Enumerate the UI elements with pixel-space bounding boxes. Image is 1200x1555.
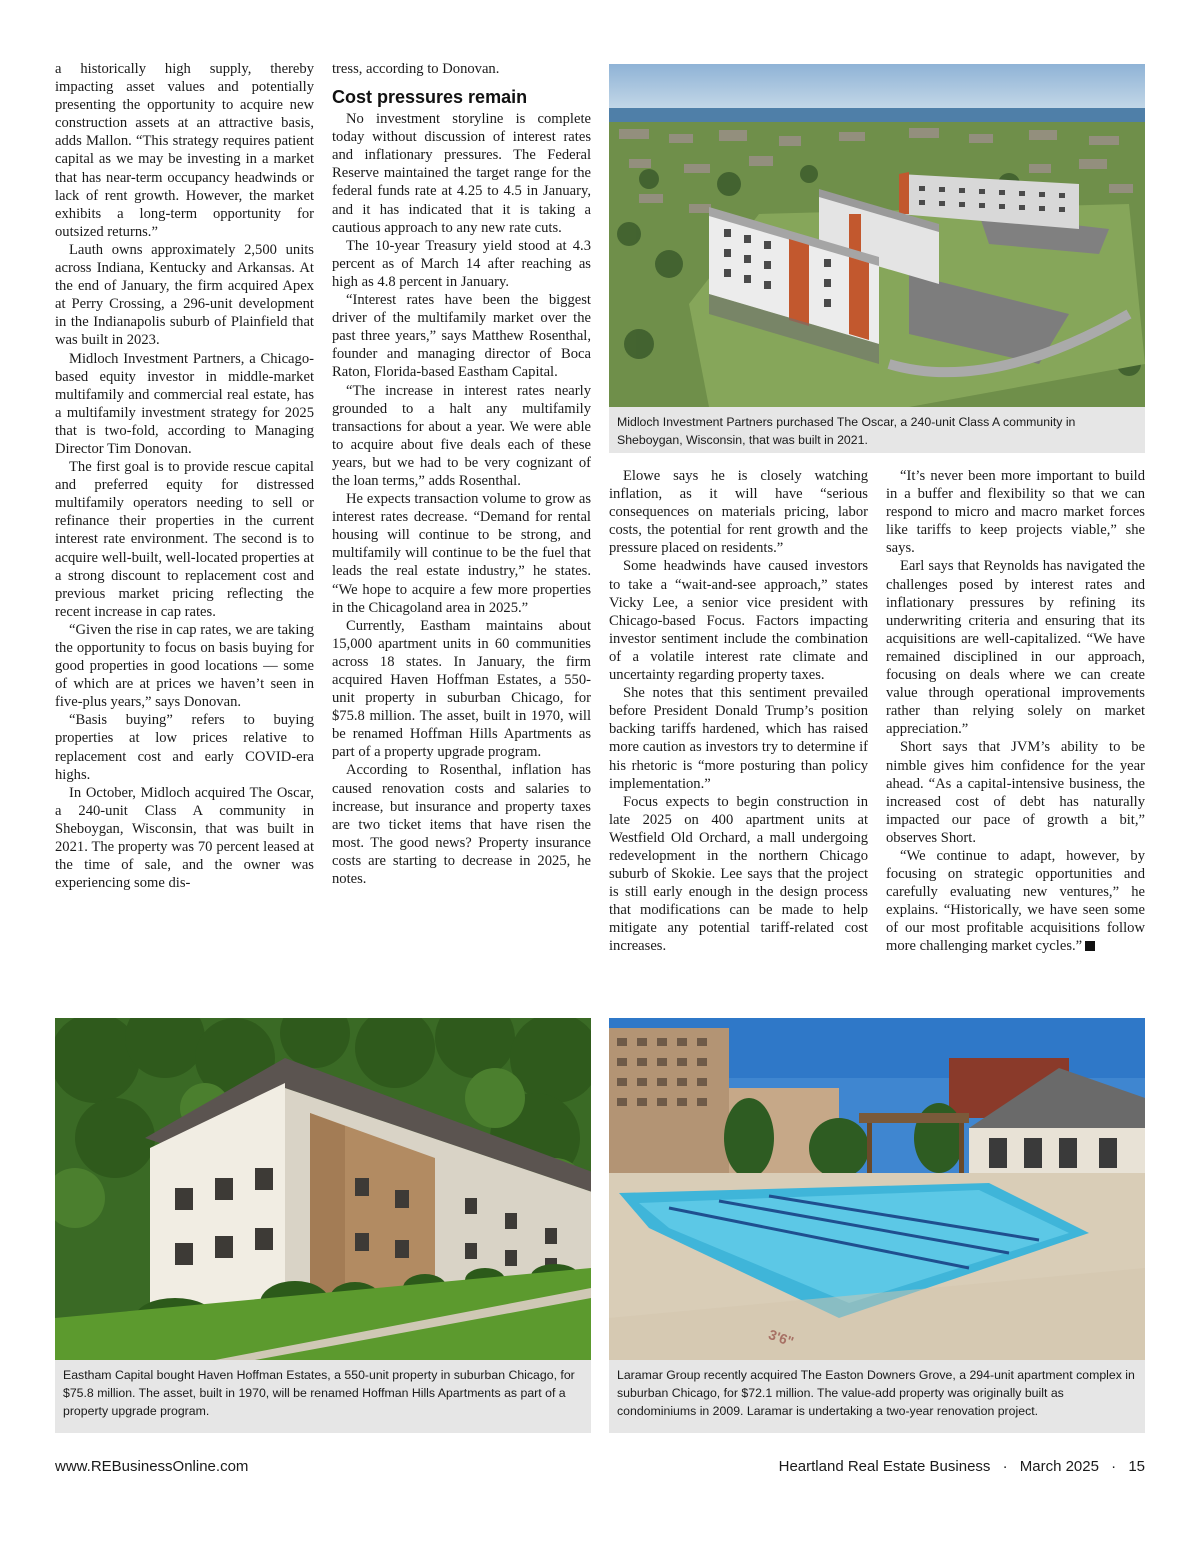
section-heading: Cost pressures remain [332,87,528,108]
footer-publication: Heartland Real Estate Business [778,1458,991,1475]
paragraph: The first goal is to provide rescue capital and preferred equity for distressed multifamily operators needing to sell or refinance their properties in the current interest rate environment. The second is to acquire well-built, well-located properties at a strong discount to replacement cost and previous market pricing reflecting the recent increase in cap rates. [55,459,314,620]
footer-separator: · [1002,1458,1008,1475]
paragraph: In October, Midloch acquired The Oscar, a 240-unit Class A community in Sheboygan, Wisconsin, that was built in 2021. The property was 70 percent leased at the time of sale, and the owner was experiencing some dis- [55,784,314,892]
paragraph: No investment storyline is complete today without discussion of interest rates and inflationary pressures. The Federal Reserve maintained the target range for the federal funds rate at 4.25 to 4.5 in January, and it has indicated that it is taking a cautious approach to any new rate cuts. [332,111,591,236]
oscar-aerial-photo [609,64,1145,407]
footer-separator: · [1111,1458,1117,1475]
footer-publication-info [779,1458,1145,1475]
paragraph: a historically high supply, thereby impacting asset values and potentially presenting the opportunity to acquire new construction assets at an attractive basis, adds Mallon. “This strategy requires patient capital as we may be investing in a market that has near-term occupancy headwinds or lack of rent growth. However, the market exhibits a long-term opportunity for outsized returns.” [55,61,314,240]
paragraph: Midloch Investment Partners, a Chicago-based equity investor in middle-market multifamily and commercial real estate, has a multifamily investment strategy for 2025 that is two-fold, according to Managing Director Tim Donovan. [55,350,314,457]
hoffman-photo-caption: Eastham Capital bought Haven Hoffman Estates, a 550-unit property in suburban Chicago, for $75.8 million. The asset, built in 1970, will be renamed Hoffman Hills Apartments as part of a property upgrade program. [55,1360,591,1433]
easton-pool-illustration [609,1018,1145,1360]
paragraph: Focus expects to begin construction in late 2025 on 400 apartment units at Westfield Old Orchard, a mall undergoing redevelopment in the northern Chicago suburb of Skokie. Lee says that the project is still early enough in the design process that modifications can be made to help mitigate any potential tariff-related cost increases. [609,793,868,955]
end-of-article-mark [1085,941,1095,951]
article-column-3 [609,467,868,956]
paragraph: Some headwinds have caused investors to take a “wait-and-see approach,” states Vicky Lee, a senior vice president with Chicago-based Focus. Factors impacting investor sentiment include the combination of a volatile interest rate climate and uncertainty regarding property taxes. [609,558,868,684]
paragraph: “Basis buying” refers to buying properties at low prices relative to replacement cost and early COVID-era highs. [55,712,314,783]
paragraph: “The increase in interest rates nearly grounded to a halt any multifamily transactions for about a year. We were able to acquire about five deals each of these years, but we had to be very cognizant of the loan terms,” adds Rosenthal. [332,382,591,489]
easton-pool-photo [609,1018,1145,1360]
article-column-1 [55,60,314,892]
paragraph: Currently, Eastham maintains about 15,000 apartment units in 60 communities across 18 states. In January, the firm acquired Haven Hoffman Estates, a 550-unit property in suburban Chicago, for $75.8 million. The asset, built in 1970, will be renamed Hoffman Hills Apartments as part of a property upgrade program. [332,617,591,761]
footer-website: www.REBusinessOnline.com [55,1458,249,1475]
paragraph: According to Rosenthal, inflation has caused renovation costs and salaries to increase, but insurance and property taxes are two ticket items that have risen the most. The good news? Property insurance costs are starting to decrease in 2025, he notes. [332,762,591,888]
footer-page-number: 15 [1128,1458,1145,1475]
paragraph: Elowe says he is closely watching inflation, as it will have “serious consequences on materials pricing, labor costs, the potential for rent growth and the pressure placed on residents.” [609,468,868,557]
paragraph: Earl says that Reynolds has navigated the challenges posed by interest rates and inflationary pressures by refining its underwriting criteria and ensuring that its acquisitions are well-capitalized. “We have remained disciplined in our approach, focusing on deals where we can create value through operational improvements rather than relying solely on market appreciation.” [886,558,1145,738]
paragraph: He expects transaction volume to grow as interest rates decrease. “Demand for rental housing will continue to be strong, and multifamily will continue to be the fuel that leads the real estate industry,” he states. “We hope to acquire a few more properties in the Chicagoland area in 2025.” [332,491,591,616]
paragraph: Short says that JVM’s ability to be nimble gives him confidence for the year ahead. “As a capital-intensive business, the increased cost of debt has naturally impacted our pace of growth a bit,” observes Short. [886,739,1145,846]
oscar-aerial-illustration [609,64,1145,407]
paragraph: tress, according to Donovan. [332,61,500,77]
easton-photo-caption: Laramar Group recently acquired The Easton Downers Grove, a 294-unit apartment complex in suburban Chicago, for $72.1 million. The value-add property was originally built as condominiums in 2009. Laramar is undertaking a two-year renovation project. [609,1360,1145,1433]
footer-issue: March 2025 [1019,1458,1099,1475]
article-column-2 [332,60,591,888]
paragraph: “It’s never been more important to build in a buffer and flexibility so that we can respond to micro and macro market forces like tariffs to keep projects viable,” she says. [886,468,1145,557]
paragraph: “Interest rates have been the biggest driver of the multifamily market over the past three years,” says Matthew Rosenthal, founder and managing director of Boca Raton, Florida-based Eastham Capital. [332,292,591,381]
closing-paragraph-text: “We continue to adapt, however, by focusing on strategic opportunities and carefully evaluating new ventures,” he explains. “Historically, we have seen some of our most profitable acquisitions follow more challenging market cycles.” [886,847,1145,955]
paragraph: Lauth owns approximately 2,500 units across Indiana, Kentucky and Arkansas. At the end of January, the firm acquired Apex at Perry Crossing, a 296-unit development in the Indianapolis suburb of Plainfield that was built in 2023. [55,241,314,349]
paragraph: The 10-year Treasury yield stood at 4.3 percent as of March 14 after reaching as high as 4.8 percent in January. [332,237,591,290]
paragraph: “Given the rise in cap rates, we are taking the opportunity to focus on basis buying for good properties in good locations — some of which are at prices we haven’t seen in five-plus years,” says Donovan. [55,621,314,711]
article-column-4 [886,467,1145,956]
hoffman-estates-illustration [55,1018,591,1360]
oscar-photo-caption: Midloch Investment Partners purchased The Oscar, a 240-unit Class A community in Sheboygan, Wisconsin, that was built in 2021. [609,407,1145,453]
hoffman-estates-photo [55,1018,591,1360]
paragraph [886,847,1145,956]
paragraph: She notes that this sentiment prevailed before President Donald Trump’s position backing tariffs hardened, which has raised more caution as investors try to determine if his rhetoric is “more posturing than policy implementation.” [609,685,868,792]
